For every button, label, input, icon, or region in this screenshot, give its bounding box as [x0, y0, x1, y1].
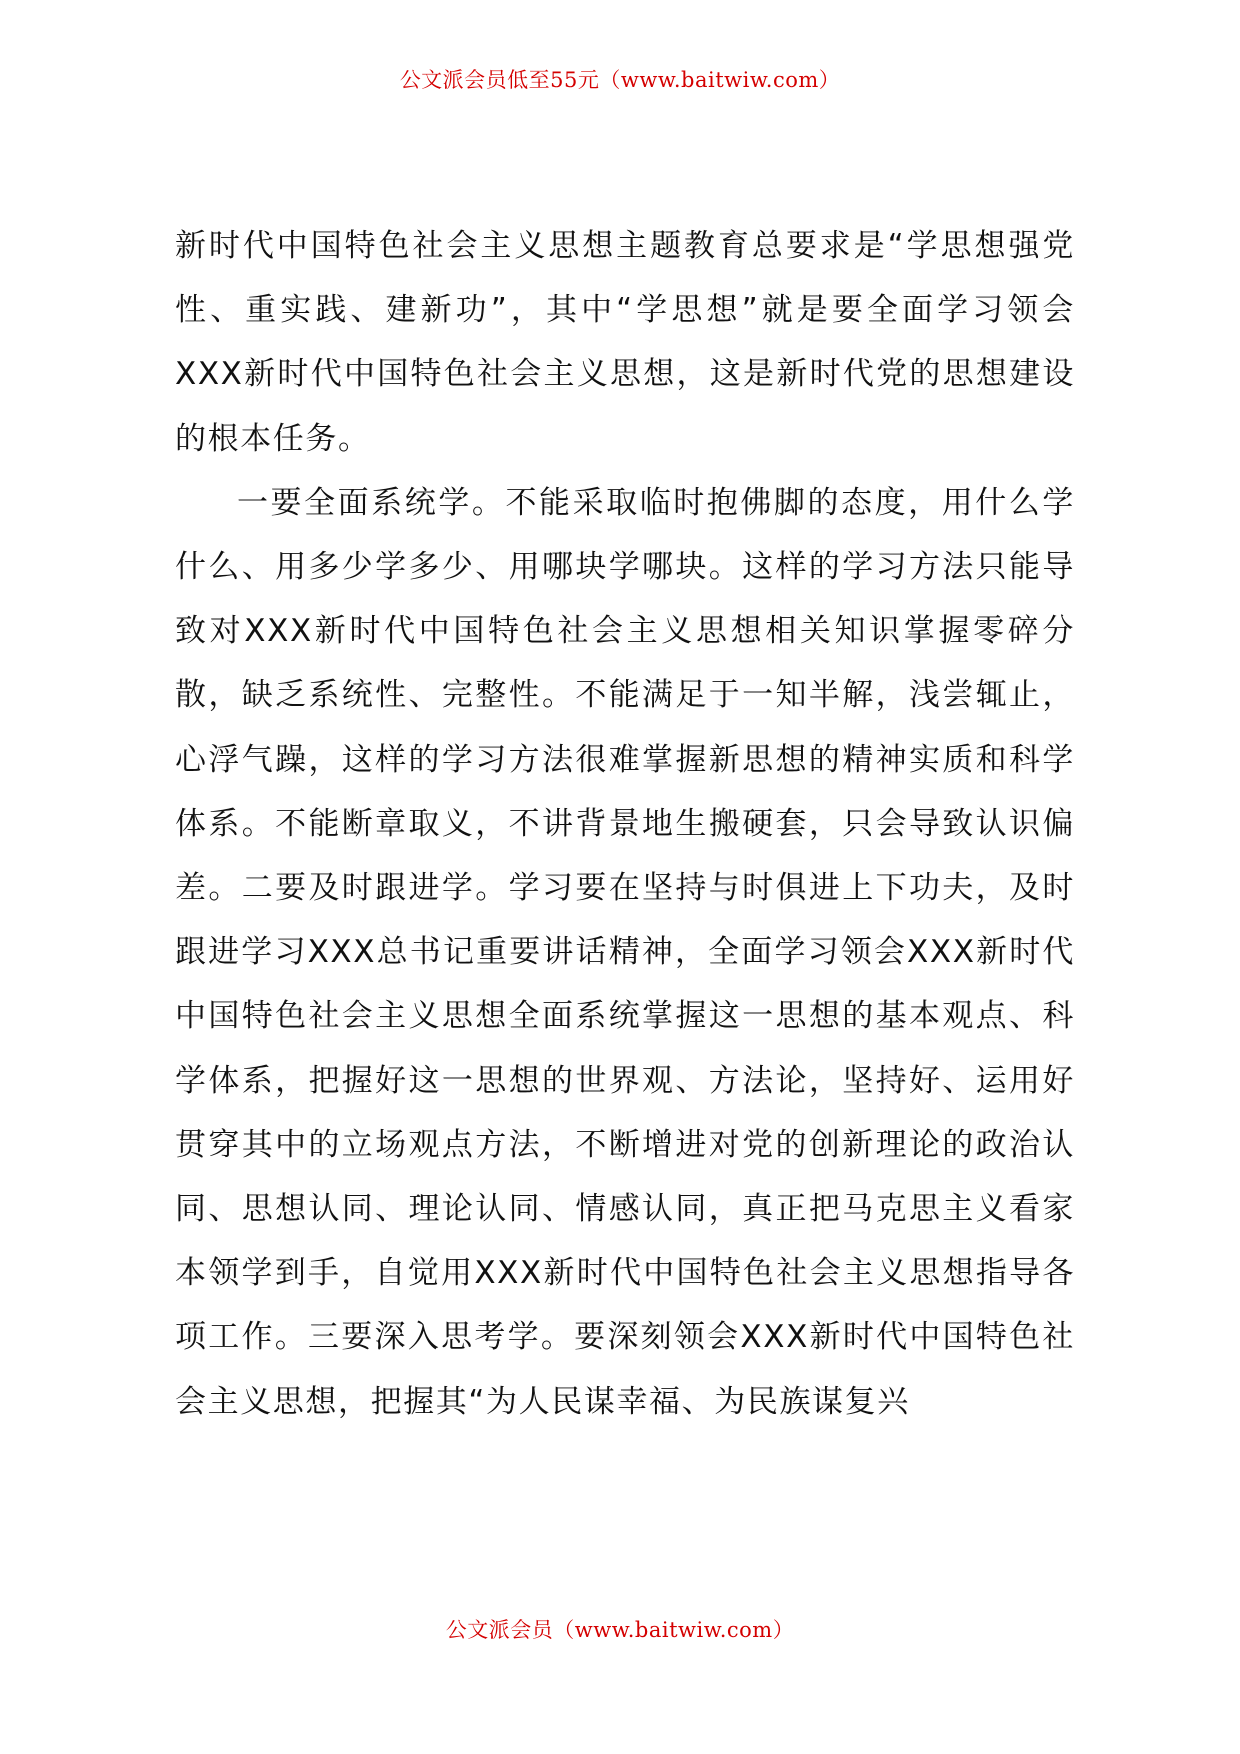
paragraph-study-methods: 一要全面系统学。不能采取临时抱佛脚的态度，用什么学什么、用多少学多少、用哪块学哪块。这样的学习方法只能导致对XXX新时代中国特色社会主义思想相关知识掌握零碎分散，缺乏系统性、完整性。不能满足于一知半解，浅尝辄止，心浮气躁，这样的学习方法很难掌握新思想的精神实质和科学体系。不能断章取义，不讲背景地生搬硬套，只会导致认识偏差。二要及时跟进学。学习要在坚持与时俱进上下功夫，及时跟进学习XXX总书记重要讲话精神，全面学习领会XXX新时代中国特色社会主义思想全面系统掌握这一思想的基本观点、科学体系，把握好这一思想的世界观、方法论，坚持好、运用好贯穿其中的立场观点方法，不断增进对党的创新理论的政治认同、思想认同、理论认同、情感认同，真正把马克思主义看家本领学到手，自觉用XXX新时代中国特色社会主义思想指导各项工作。三要深入思考学。要深刻领会XXX新时代中国特色社会主义思想，把握其“为人民谋幸福、为民族谋复兴 — [175, 484, 1075, 1420]
header-banner: 公文派会员低至55元（www.baitwiw.com） — [399, 68, 841, 92]
document-body — [175, 214, 1075, 1434]
paragraph-intro: 新时代中国特色社会主义思想主题教育总要求是“学思想强党性、重实践、建新功”，其中“学思想”就是要全面学习领会XXX新时代中国特色社会主义思想，这是新时代党的思想建设的根本任务。 — [175, 228, 1075, 457]
footer-banner: 公文派会员（www.baitwiw.com） — [445, 1618, 795, 1642]
